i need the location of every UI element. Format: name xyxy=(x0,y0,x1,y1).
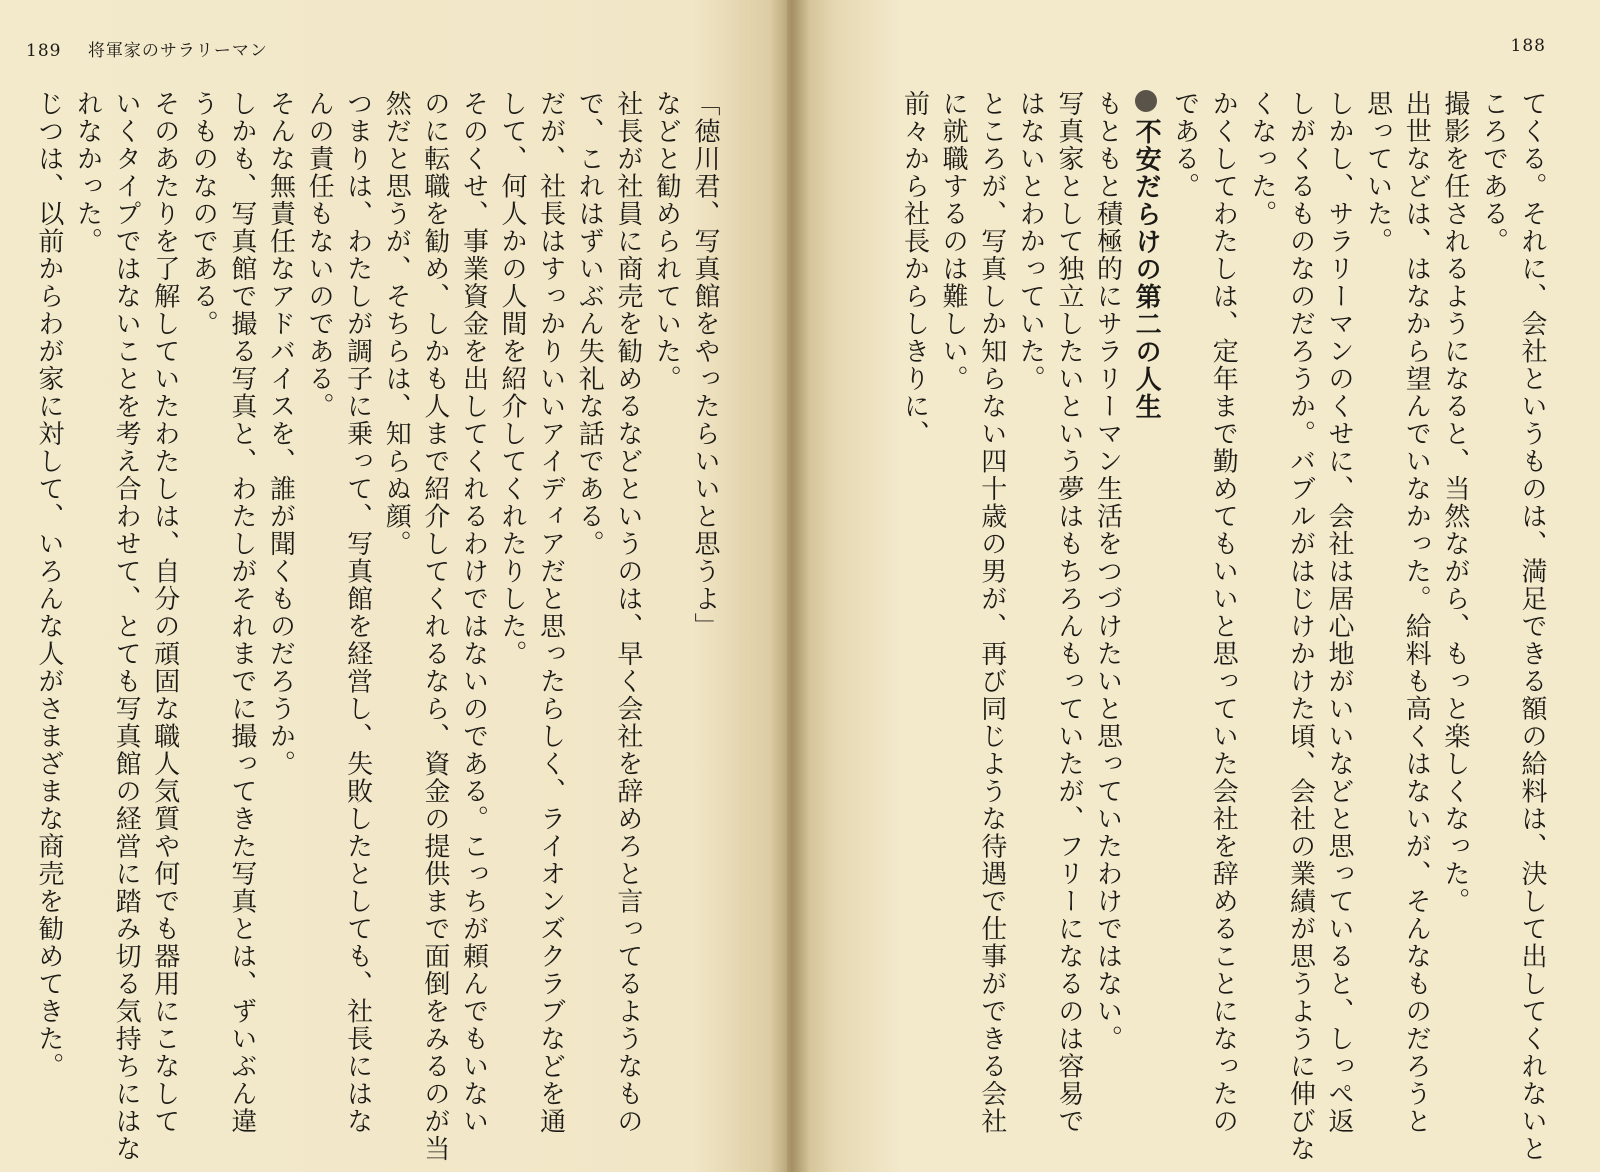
text-line: などと勧められていた。 xyxy=(651,90,682,393)
text-line: もともと積極的にサラリーマン生活をつづけたいと思っていたわけではない。 xyxy=(1092,90,1123,1053)
book-gutter xyxy=(770,0,810,1172)
text-line: である。 xyxy=(1169,90,1200,200)
page-number-right: 188 xyxy=(1510,36,1546,56)
text-line: だが、社長はすっかりいいアイディアだと思ったらしく、ライオンズクラブなどを通 xyxy=(535,90,566,1135)
text-line: そのあたりを了解していたわたしは、自分の頑固な職人気質や何でも器用にこなして xyxy=(149,90,180,1135)
running-title: 将軍家のサラリーマン xyxy=(87,41,268,61)
text-line: れなかった。 xyxy=(72,90,103,255)
right-page-body xyxy=(843,90,1551,1163)
text-line: 前々から社長からしきりに、 xyxy=(899,90,930,448)
text-line: して、何人かの人間を紹介してくれたりした。 xyxy=(497,90,528,668)
text-line: しかし、サラリーマンのくせに、会社は居心地がいいなどと思っていると、しっぺ返 xyxy=(1324,90,1355,1135)
text-line: しがくるものなのだろうか。バブルがはじけかけた頃、会社の業績が思うように伸びな xyxy=(1285,90,1316,1163)
text-line: じつは、以前からわが家に対して、いろんな人がさまざまな商売を勧めてきた。 xyxy=(33,90,64,1080)
text-line: ところが、写真しか知らない四十歳の男が、再び同じような待遇で仕事ができる会社 xyxy=(976,90,1007,1135)
text-line: 写真家として独立したいという夢はもちろんもっていたが、フリーになるのは容易で xyxy=(1053,90,1084,1135)
text-line: 社長が社員に商売を勧めるなどというのは、早く会社を辞めろと言ってるようなもの xyxy=(612,90,643,1135)
text-line: んの責任もないのである。 xyxy=(304,90,335,420)
left-page-body xyxy=(33,90,724,1163)
bullet-icon xyxy=(1135,90,1157,112)
text-line: そのくせ、事業資金を出してくれるわけではないのである。こっちが頼んでもいない xyxy=(458,90,489,1135)
text-line: 然だと思うが、そちらは、知らぬ顔。 xyxy=(381,90,412,558)
text-line: かくしてわたしは、定年まで勤めてもいいと思っていた会社を辞めることになったの xyxy=(1208,90,1239,1135)
text-line: くなった。 xyxy=(1246,90,1277,228)
text-line: に就職するのは難しい。 xyxy=(938,90,969,393)
text-line: しかも、写真館で撮る写真と、わたしがそれまでに撮ってきた写真とは、ずいぶん違 xyxy=(226,90,257,1135)
text-line: てくる。それに、会社というものは、満足できる額の給料は、決して出してくれないと xyxy=(1517,90,1547,1163)
page-number-left: 189 xyxy=(26,41,62,61)
section-heading xyxy=(1126,90,1165,1150)
text-line: いくタイプではないことを考え合わせて、とても写真館の経営に踏み切る気持ちにはな xyxy=(111,90,142,1163)
text-line: ころである。 xyxy=(1478,90,1509,255)
text-line: つまりは、わたしが調子に乗って、写真館を経営し、失敗したとしても、社長にはな xyxy=(342,90,373,1135)
text-line: そんな無責任なアドバイスを、誰が聞くものだろうか。 xyxy=(265,90,296,778)
text-line: うものなのである。 xyxy=(188,90,219,338)
left-page xyxy=(0,0,787,1172)
text-line: 出世などは、はなから望んでいなかった。給料も高くはないが、そんなものだろうと xyxy=(1401,90,1432,1135)
text-line: 撮影を任されるようになると、当然ながら、もっと楽しくなった。 xyxy=(1439,90,1470,915)
section-heading-text: 不安だらけの第二の人生 xyxy=(1131,118,1162,421)
running-head-left xyxy=(26,36,268,61)
text-line: で、これはずいぶん失礼な話である。 xyxy=(574,90,605,558)
text-line: はないとわかっていた。 xyxy=(1015,90,1046,393)
text-line: のに転職を勧め、しかも人まで紹介してくれるなら、資金の提供まで面倒をみるのが当 xyxy=(419,90,450,1163)
text-line: 思っていた。 xyxy=(1362,90,1393,255)
text-line: 「徳川君、写真館をやったらいいと思うよ」 xyxy=(690,90,720,640)
running-head-right xyxy=(1511,36,1546,56)
